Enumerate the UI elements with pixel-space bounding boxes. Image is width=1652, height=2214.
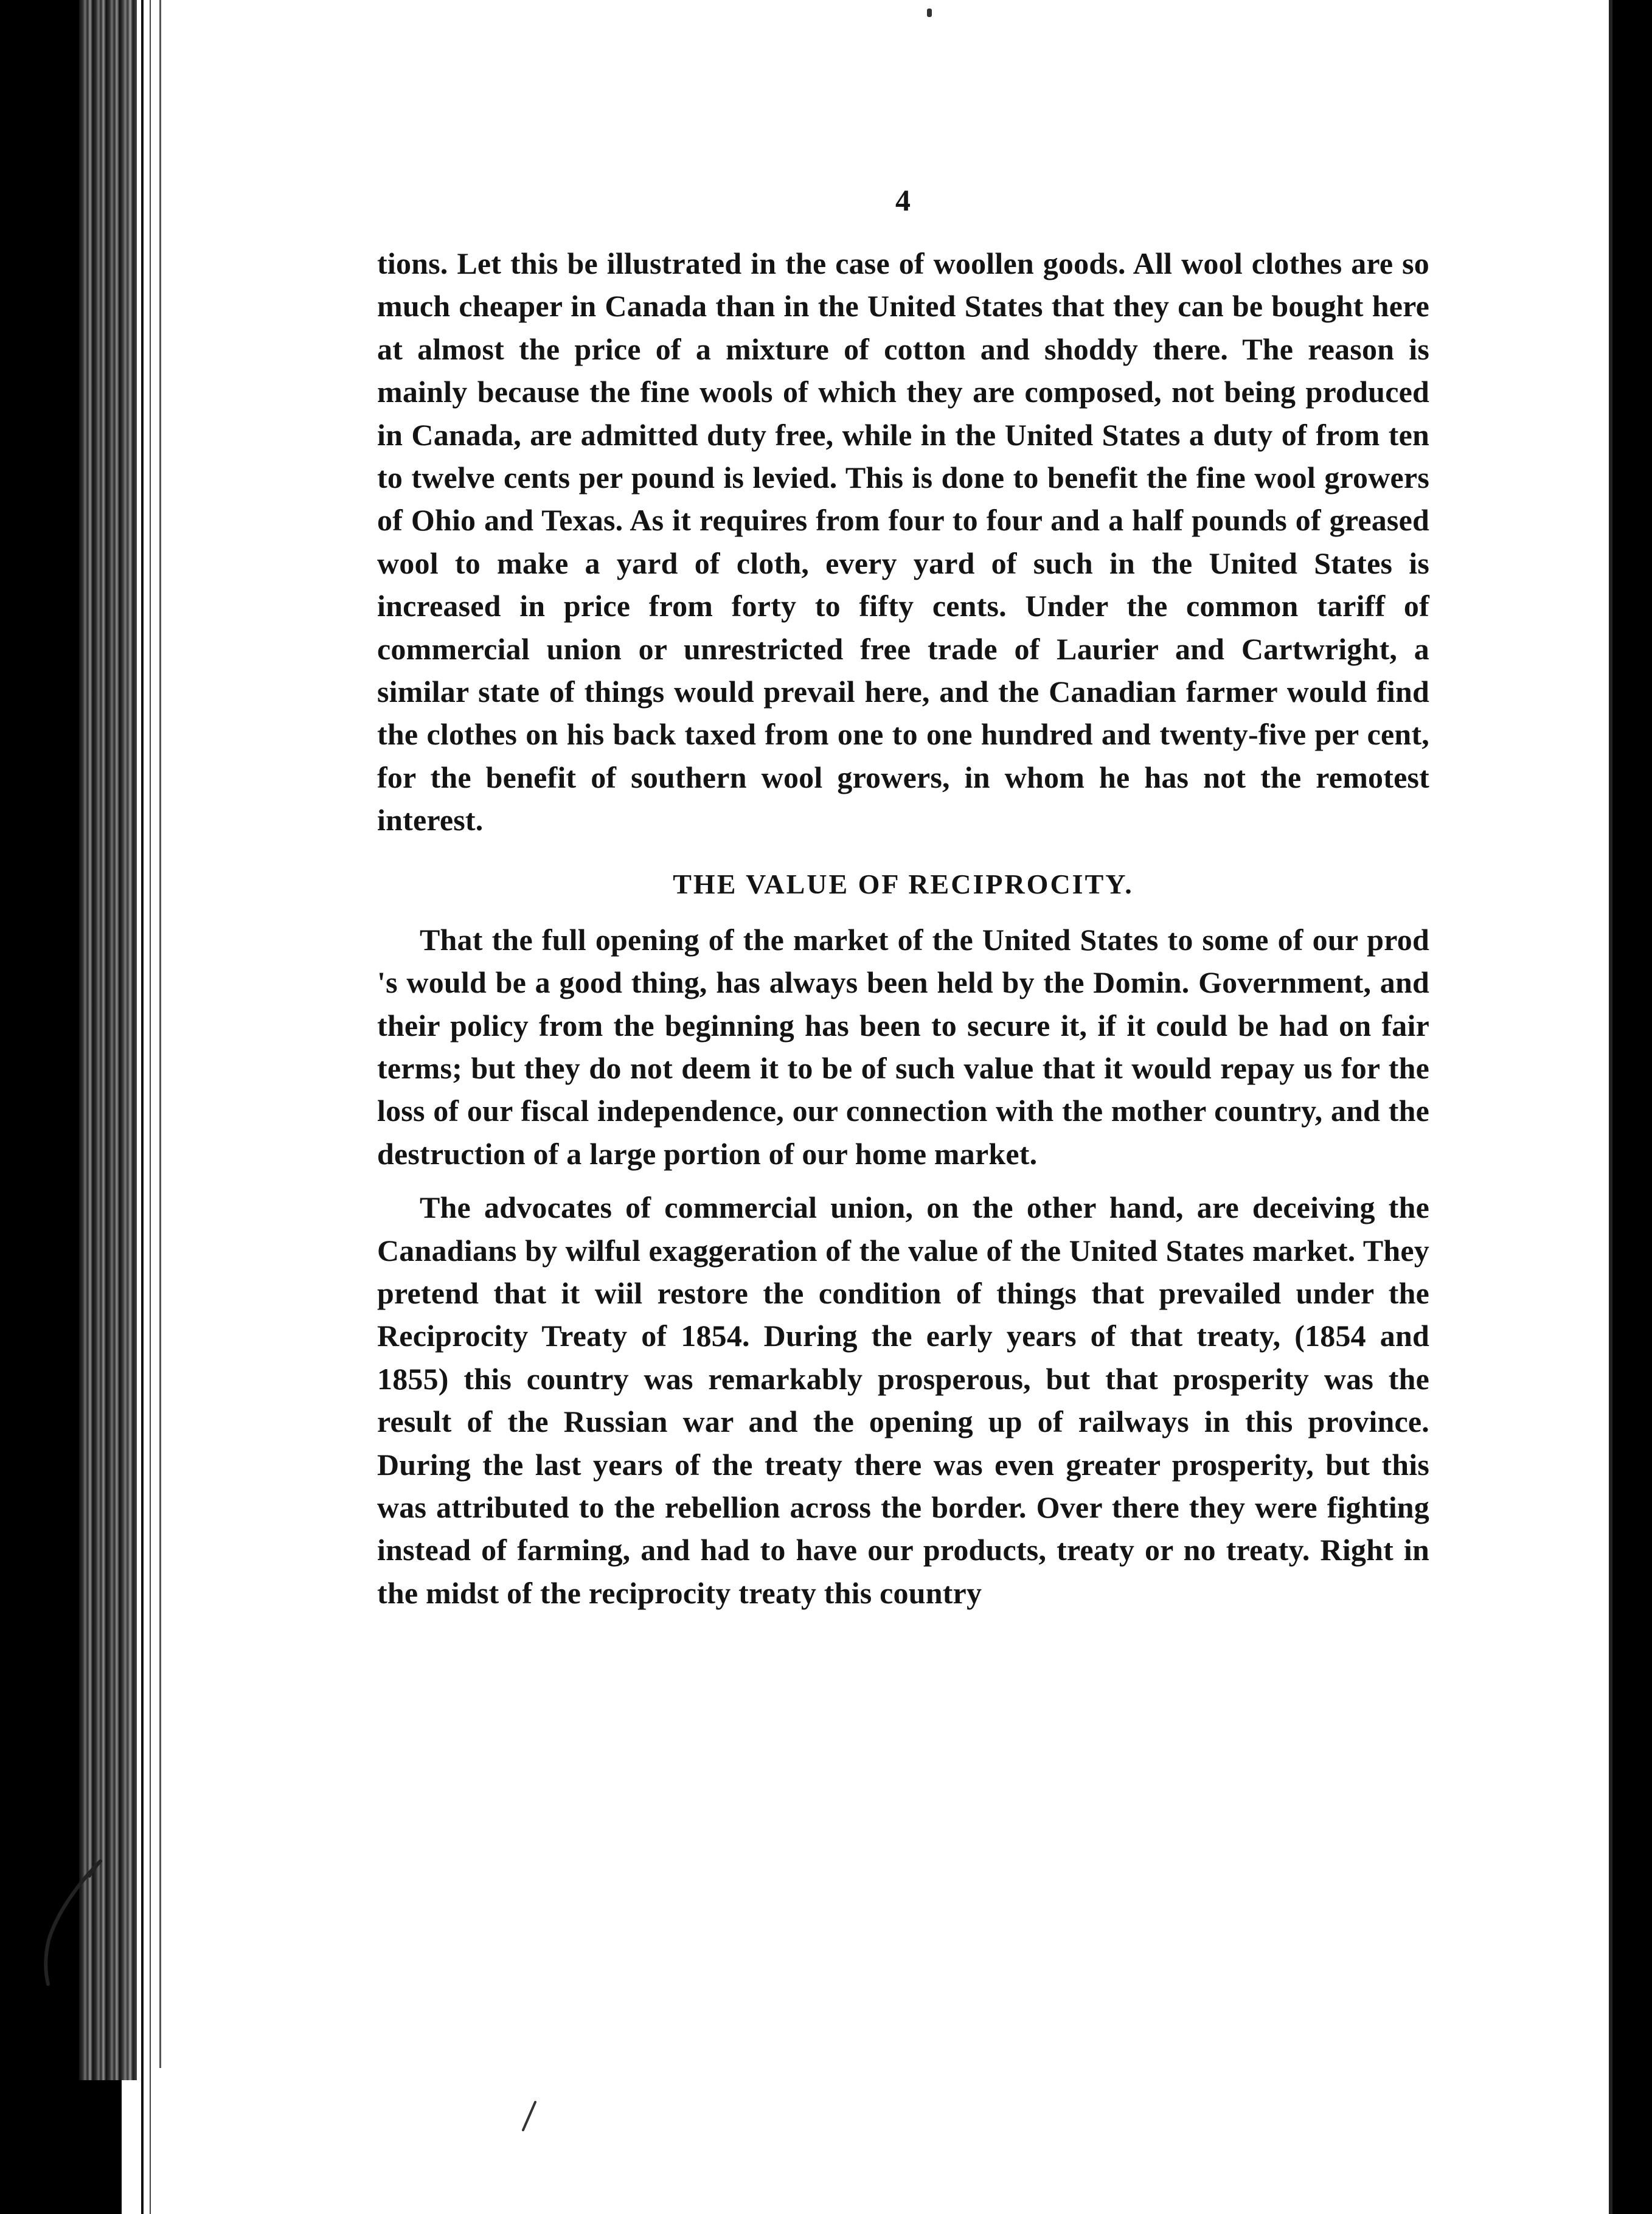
paragraph-woollen-goods: tions. Let this be illustrated in the case of woollen goods. All wool clothes are so much cheaper in Canada than in the United States that they can be bought here at almost the price of a mixture of cotton and shoddy there. The reason is mainly because the fine wools of which they are composed, not being produced in Canada, are admitted duty free, while in the United States a duty of from ten to twelve cents per pound is levied. This is done to benefit the fine wool growers of Ohio and Texas. As it requires from four to four and a half pounds of greased wool to make a yard of cloth, every yard of such in the United States is increased in price from forty to fifty cents. Under the common tariff of commercial union or unrestricted free trade of Laurier and Cartwright, a similar state of things would prevail here, and the Canadian farmer would find the clothes on his back taxed from one to one hundred and twenty-five per cent, for the benefit of southern wool growers, in whom he has not the remotest interest. (377, 246, 1429, 838)
paragraph-reciprocity-opening: That the full opening of the market of the United States to some of our prod 's would be a good thing, has always been held by the Domin. Government, and their policy from the beginning has been to secure it, if it could be had on fair terms; but they do not deem it to be of such value that it would repay us for the loss of our fiscal independence, our connection with the mother country, and the destruction of a large portion of our home market. (377, 922, 1429, 1171)
page-number: 4 (895, 183, 911, 217)
top-speck (927, 9, 932, 17)
pencil-mark-curve (33, 1855, 113, 1989)
page-edge-line (150, 0, 151, 2214)
page-text-block (377, 182, 1429, 1614)
page-edge-line (141, 0, 144, 2214)
paragraph-spacer (377, 1175, 1429, 1186)
page-stack-edges (79, 0, 137, 2080)
pencil-mark-tick (517, 2098, 541, 2135)
page-edge-line (159, 0, 161, 2068)
section-heading: THE VALUE OF RECIPROCITY. (673, 868, 1134, 900)
paragraph-commercial-union: The advocates of commercial union, on the other hand, are deceiving the Canadians by wilful exaggeration of the value of the United States market. They pretend that it wiil restore the condition of things that prevailed under the Reciprocity Treaty of 1854. During the early years of that treaty, (1854 and 1855) this country was remarkably prosperous, but that prosperity was the result of the Russian war and the opening up of railways in this province. During the last years of the treaty there was even greater prosperity, but this was attributed to the rebellion across the border. Over there they were fighting instead of farming, and had to have our products, treaty or no treaty. Right in the midst of the reciprocity treaty this country (377, 1190, 1429, 1610)
right-scan-border (1612, 0, 1652, 2214)
